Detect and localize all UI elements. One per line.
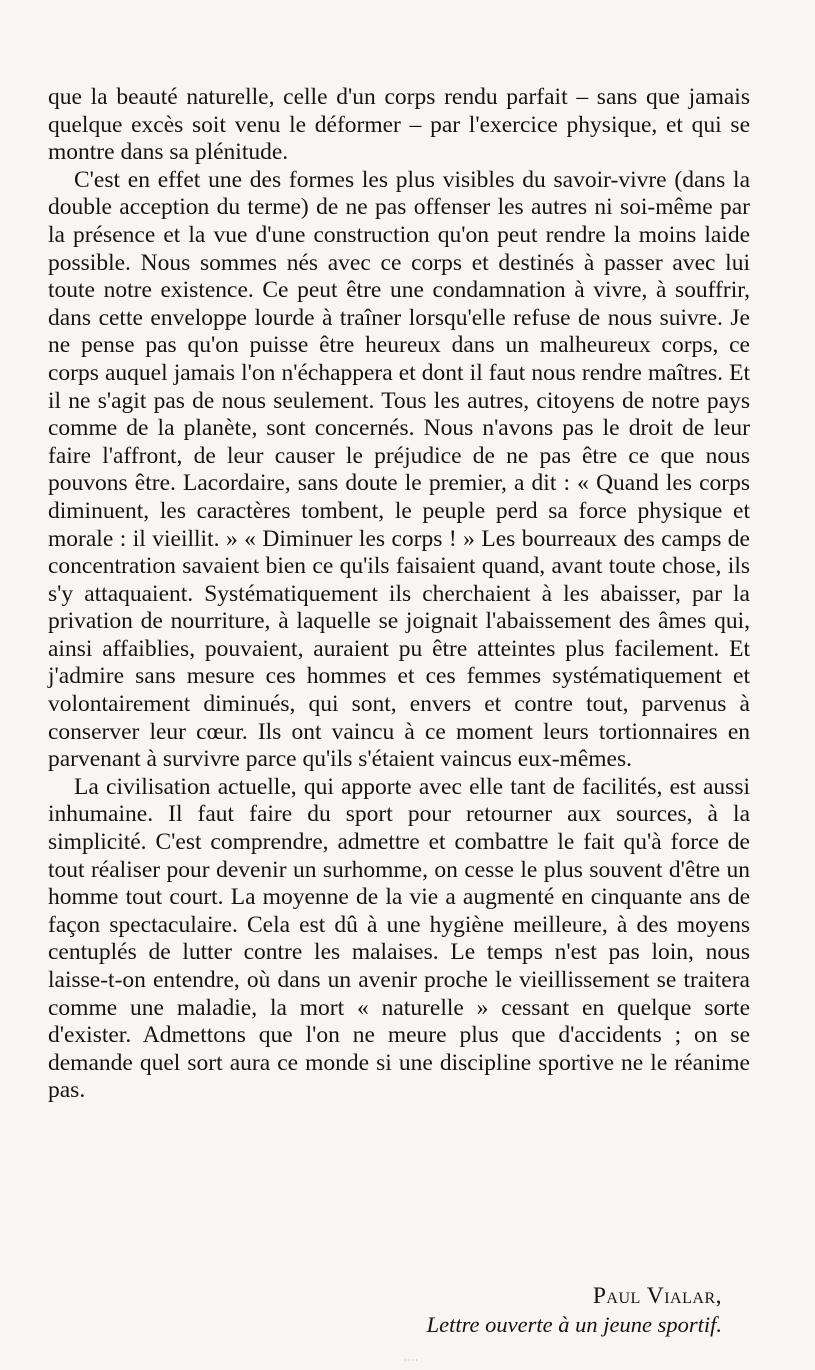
- page-marker: ····: [404, 1356, 419, 1365]
- author-name: Paul Vialar,: [592, 1283, 722, 1309]
- paragraph-2: C'est en effet une des formes les plus visibles du savoir-vivre (dans la double acception du terme) de ne pas offenser les autres ni soi-même par la présence et la vue d'une construction qu'on peut rendre la moins laide possible. Nous sommes nés avec ce corps et destinés à passer avec lui toute notre existence. Ce peut être une condamnation à vivre, à souffrir, dans cette enveloppe lourde à traîner lorsqu'elle refuse de nous suivre. Je ne pense pas qu'on puisse être heureux dans un malheureux corps, ce corps auquel jamais l'on n'échappera et dont il faut nous rendre maîtres. Et il ne s'agit pas de nous seulement. Tous les autres, citoyens de notre pays comme de la planète, sont concernés. Nous n'avons pas le droit de leur faire l'affront, de leur causer le préjudice de ne pas être ce que nous pouvons être. Lacordaire, sans doute le premier, a dit : « Quand les corps diminuent, les caractères tombent, le peuple perd sa force physique et morale : il vieillit. » « Diminuer les corps ! » Les bourreaux des camps de concentration savaient bien ce qu'ils faisaient quand, avant toute chose, ils s'y attaquaient. Systématiquement ils cherchaient à les abaisser, par la privation de nourriture, à laquelle se joignait l'abaissement des âmes qui, ainsi affaiblies, pouvaient, auraient pu être atteintes plus facilement. Et j'admire sans mesure ces hommes et ces femmes systématiquement et volontairement diminués, qui sont, envers et contre tout, parvenus à conserver leur cœur. Ils ont vaincu à ce moment leurs tortionnaires en parvenant à survivre parce qu'ils s'étaient vaincus eux-mêmes.: [48, 166, 750, 773]
- paragraph-3: La civilisation actuelle, qui apporte avec elle tant de facilités, est aussi inhumaine. Il faut faire du sport pour retourner aux sources, à la simplicité. C'est comprendre, admettre et combattre le fait qu'à force de tout réaliser pour devenir un surhomme, on cesse le plus souvent d'être un homme tout court. La moyenne de la vie a augmenté en cinquante ans de façon spectaculaire. Cela est dû à une hygiène meilleure, à des moyens centuplés de lutter contre les malaises. Le temps n'est pas loin, nous laisse-t-on entendre, où dans un avenir proche le vieillissement se traitera comme une maladie, la mort « naturelle » cessant en quelque sorte d'exister. Admettons que l'on ne meure plus que d'accidents ; on se demande quel sort aura ce monde si une discipline sportive ne le réanime pas.: [48, 773, 750, 1104]
- signature-block: [48, 1282, 720, 1340]
- source-title: Lettre ouverte à un jeune sportif.: [426, 1312, 722, 1337]
- document-body: [48, 84, 750, 1105]
- paragraph-1: que la beauté naturelle, celle d'un corps rendu parfait – sans que jamais quelque excès soit venu le déformer – par l'exercice physique, et qui se montre dans sa plénitude.: [48, 84, 750, 166]
